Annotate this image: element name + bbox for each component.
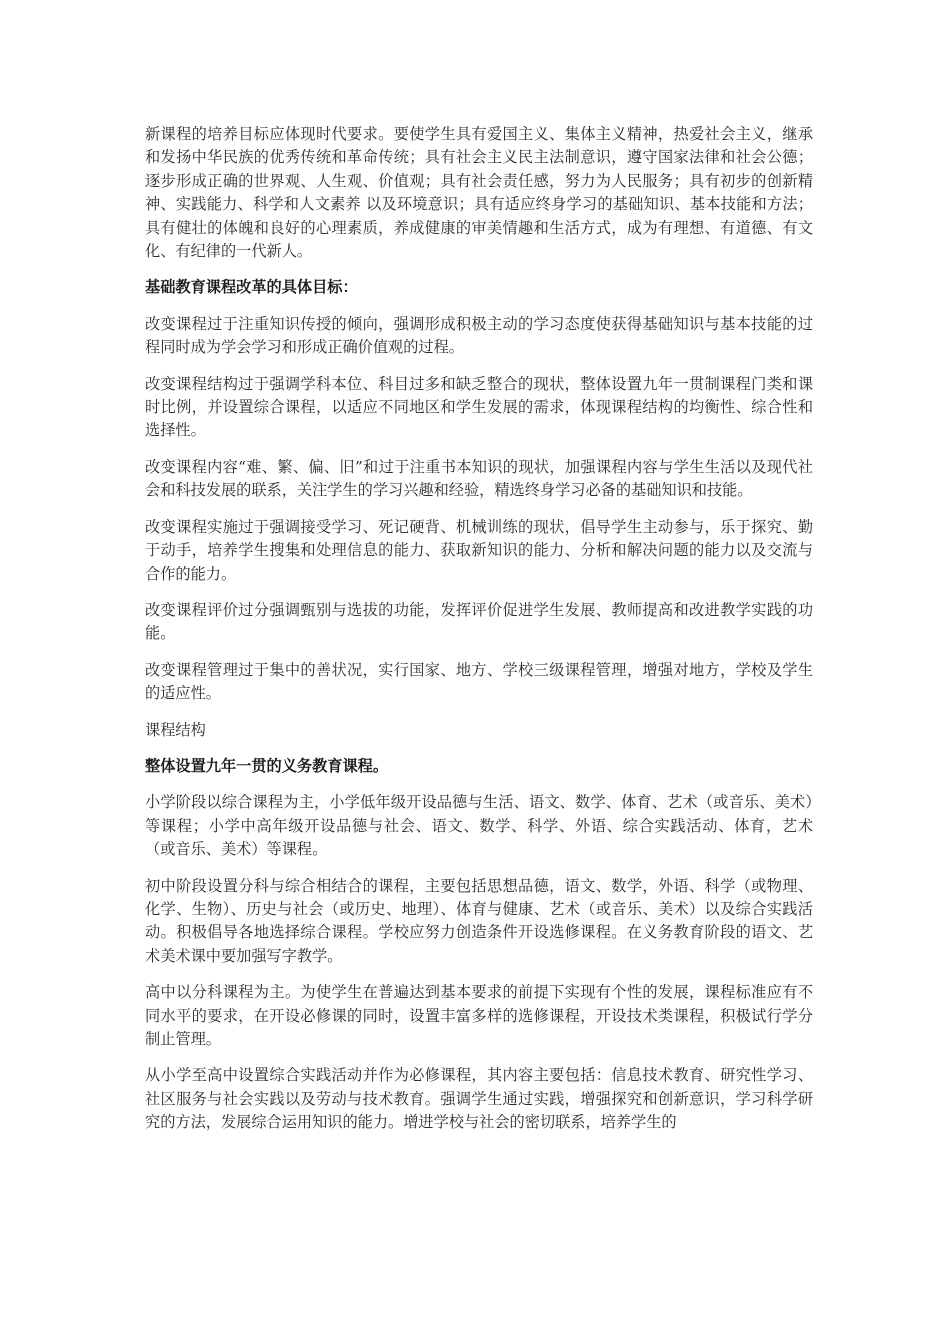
document-page — [145, 123, 813, 1148]
paragraph-goal-content: 改变课程内容“难、繁、偏、旧”和过于注重书本知识的现状，加强课程内容与学生生活以及现代社会和科技发展的联系，关注学生的学习兴趣和经验，精选终身学习必备的基础知识和技能。 — [145, 457, 813, 500]
paragraph-goal-evaluation: 改变课程评价过分强调甄别与选拔的功能，发挥评价促进学生发展、教师提高和改进教学实践的功能。 — [145, 600, 813, 643]
paragraph-goal-knowledge: 改变课程过于注重知识传授的倾向，强调形成积极主动的学习态度使获得基础知识与基本技能的过程同时成为学会学习和形成正确价值观的过程。 — [145, 314, 813, 357]
heading-reform-goals: 基础教育课程改革的具体目标： — [145, 278, 358, 297]
paragraph-goal-implementation: 改变课程实施过于强调接受学习、死记硬背、机械训练的现状，倡导学生主动参与，乐于探究、勤于动手，培养学生搜集和处理信息的能力、获取新知识的能力、分析和解决问题的能力以及交流与合作的能力。 — [145, 517, 813, 583]
paragraph-junior-high: 初中阶段设置分科与综合相结合的课程，主要包括思想品德，语文、数学，外语、科学（或物理、化学、生物）、历史与社会（或历史、地理）、体育与健康、艺术（或音乐、美术）以及综合实践活动。积极倡导各地选择综合课程。学校应努力创造条件开设选修课程。在义务教育阶段的语文、艺术美术课中要加强写字教学。 — [145, 876, 813, 965]
heading-nine-year-curriculum: 整体设置九年一贯的义务教育课程。 — [145, 756, 388, 775]
paragraph-goal-management: 改变课程管理过于集中的善状况，实行国家、地方、学校三级课程管理，增强对地方，学校及学生的适应性。 — [145, 660, 813, 703]
paragraph-goal-structure: 改变课程结构过于强调学科本位、科目过多和缺乏整合的现状，整体设置九年一贯制课程门类和课时比例，并设置综合课程，以适应不同地区和学生发展的需求，体现课程结构的均衡性、综合性和选择性。 — [145, 374, 813, 440]
heading-course-structure: 课程结构 — [145, 720, 206, 739]
paragraph-primary-school: 小学阶段以综合课程为主，小学低年级开设品德与生活、语文、数学、体育、艺术（或音乐、美术）等课程；小学中高年级开设品德与社会、语文、数学、科学、外语、综合实践活动、体育，艺术（或音乐、美术）等课程。 — [145, 793, 813, 859]
paragraph-training-goals: 新课程的培养目标应体现时代要求。要使学生具有爱国主义、集体主义精神，热爱社会主义，继承和发扬中华民族的优秀传统和革命传统；具有社会主义民主法制意识，遵守国家法律和社会公德；逐步形成正确的世界观、人生观、价值观；具有社会责任感，努力为人民服务；具有初步的创新精神、实践能力、科学和人文素养 以及环境意识；具有适应终身学习的基础知识、基本技能和方法；具有健壮的体魄和良好的心理素质，养成健康的审美情趣和生活方式，成为有理想、有道德、有文化、有纪律的一代新人。 — [145, 125, 813, 261]
paragraph-senior-high: 高中以分科课程为主。为使学生在普遍达到基本要求的前提下实现有个性的发展，课程标准应有不同水平的要求，在开设必修课的同时，设置丰富多样的选修课程，开设技术类课程，积极试行学分制止管理。 — [145, 983, 813, 1048]
paragraph-practice-activities: 从小学至高中设置综合实践活动并作为必修课程，其内容主要包括：信息技术教育、研究性学习、社区服务与社会实践以及劳动与技术教育。强调学生通过实践，增强探究和创新意识，学习科学研究的方法，发展综合运用知识的能力。增进学校与社会的密切联系，培养学生的 — [145, 1066, 813, 1132]
